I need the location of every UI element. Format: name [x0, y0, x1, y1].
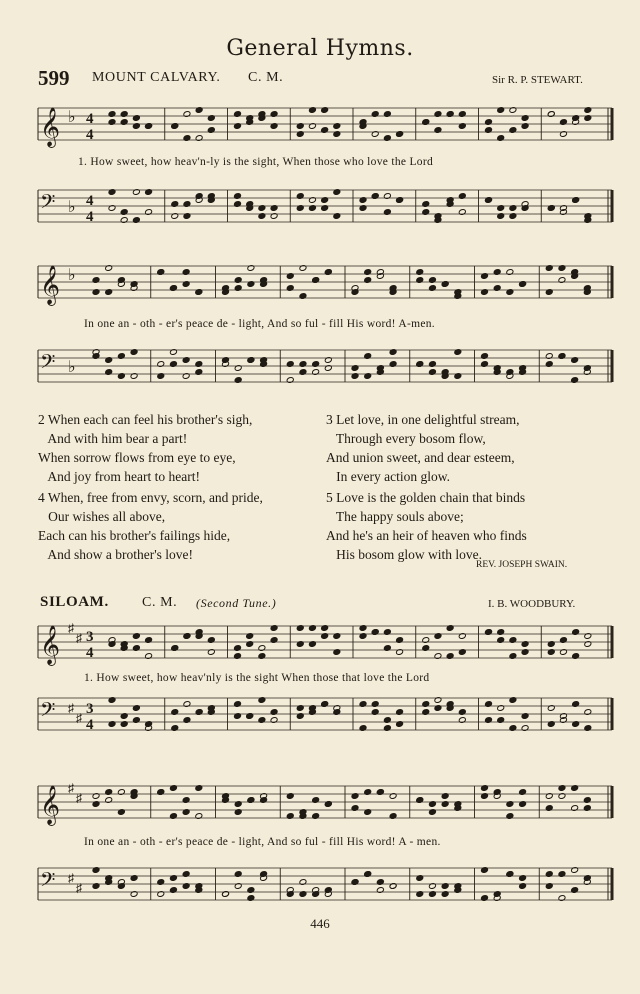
svg-text:4: 4 [86, 193, 94, 209]
svg-text:4: 4 [86, 717, 94, 733]
bass-clef-icon: 𝄢 [40, 698, 56, 726]
flat-key-signature-icon: ♭ [68, 267, 76, 284]
composer-credit: Sir R. P. STEWART. [492, 74, 583, 86]
staff-bass-4 [38, 864, 614, 904]
bass-clef-icon: 𝄢 [40, 350, 56, 378]
siloam-lyric-line-1: 1. How sweet, how heav'nly is the sight When those that love the Lord [84, 672, 430, 684]
svg-text:4: 4 [86, 645, 94, 661]
verse-5: 5 Love is the golden chain that binds The happy souls above; And he's an heir of heaven who finds His bosom glow with love. [326, 490, 527, 562]
lyric-line-1: 1. How sweet, how heav'n-ly is the sight, When those who love the Lord [78, 156, 434, 168]
page-header: General Hymns. [226, 36, 414, 61]
treble-clef-icon: 𝄞 [40, 107, 61, 147]
siloam-composer: I. B. WOODBURY. [488, 598, 576, 610]
sharp-key-signature-icon: ♯ [68, 781, 74, 795]
staff-treble-2 [38, 262, 614, 305]
verse-4: 4 When, free from envy, scorn, and pride, Our wishes all above, Each can his brother's failings hide, And show a brother's love! [38, 490, 263, 562]
staff-bass-2 [38, 346, 614, 386]
siloam-lyric-line-2: In one an - oth - er's peace de - light, And so ful - fill His word! A - men. [84, 836, 441, 848]
verse-3: 3 Let love, in one delightful stream, Through every bosom flow, And union sweet, and dear esteem, In every action glow. [326, 412, 520, 484]
sharp-key-signature-icon: ♯ [76, 711, 82, 725]
sharp-key-signature-icon: ♯ [76, 631, 82, 645]
page-number: 446 [310, 916, 330, 931]
siloam-meter: C. M. [142, 595, 178, 610]
sharp-key-signature-icon: ♯ [68, 701, 74, 715]
meter-label: C. M. [248, 70, 284, 85]
bass-clef-icon: 𝄢 [40, 190, 56, 218]
staff-treble-4 [38, 781, 614, 825]
verse-2: 2 When each can feel his brother's sigh, And with him bear a part! When sorrow flows from eye to eye, And joy from heart to heart! [38, 412, 253, 484]
bass-clef-icon: 𝄢 [40, 868, 56, 896]
verse-author: REV. JOSEPH SWAIN. [476, 560, 568, 570]
flat-key-signature-icon: ♭ [68, 199, 76, 216]
sharp-key-signature-icon: ♯ [76, 881, 82, 895]
tune-name-mount-calvary: MOUNT CALVARY. [92, 70, 221, 85]
staff-treble-3 [38, 621, 614, 665]
tune-name-siloam: SILOAM. [40, 594, 109, 610]
svg-text:3: 3 [86, 701, 94, 717]
svg-text:4: 4 [86, 209, 94, 225]
lyric-line-2: In one an - oth - er's peace de - light, And so ful - fill His word! A-men. [84, 318, 435, 330]
staff-bass-3 [38, 694, 614, 734]
svg-text:3: 3 [86, 629, 94, 645]
staff-treble-1 [38, 104, 614, 147]
sharp-key-signature-icon: ♯ [68, 621, 74, 635]
flat-key-signature-icon: ♭ [68, 359, 76, 376]
flat-key-signature-icon: ♭ [68, 109, 76, 126]
svg-text:4: 4 [86, 111, 94, 127]
treble-clef-icon: 𝄞 [40, 785, 61, 825]
treble-clef-icon: 𝄞 [40, 625, 61, 665]
siloam-subtitle: (Second Tune.) [196, 596, 277, 610]
hymn-number: 599 [38, 66, 70, 90]
staff-bass-1 [38, 186, 614, 226]
sharp-key-signature-icon: ♯ [76, 791, 82, 805]
treble-clef-icon: 𝄞 [40, 265, 61, 305]
svg-text:4: 4 [86, 127, 94, 143]
sharp-key-signature-icon: ♯ [68, 871, 74, 885]
